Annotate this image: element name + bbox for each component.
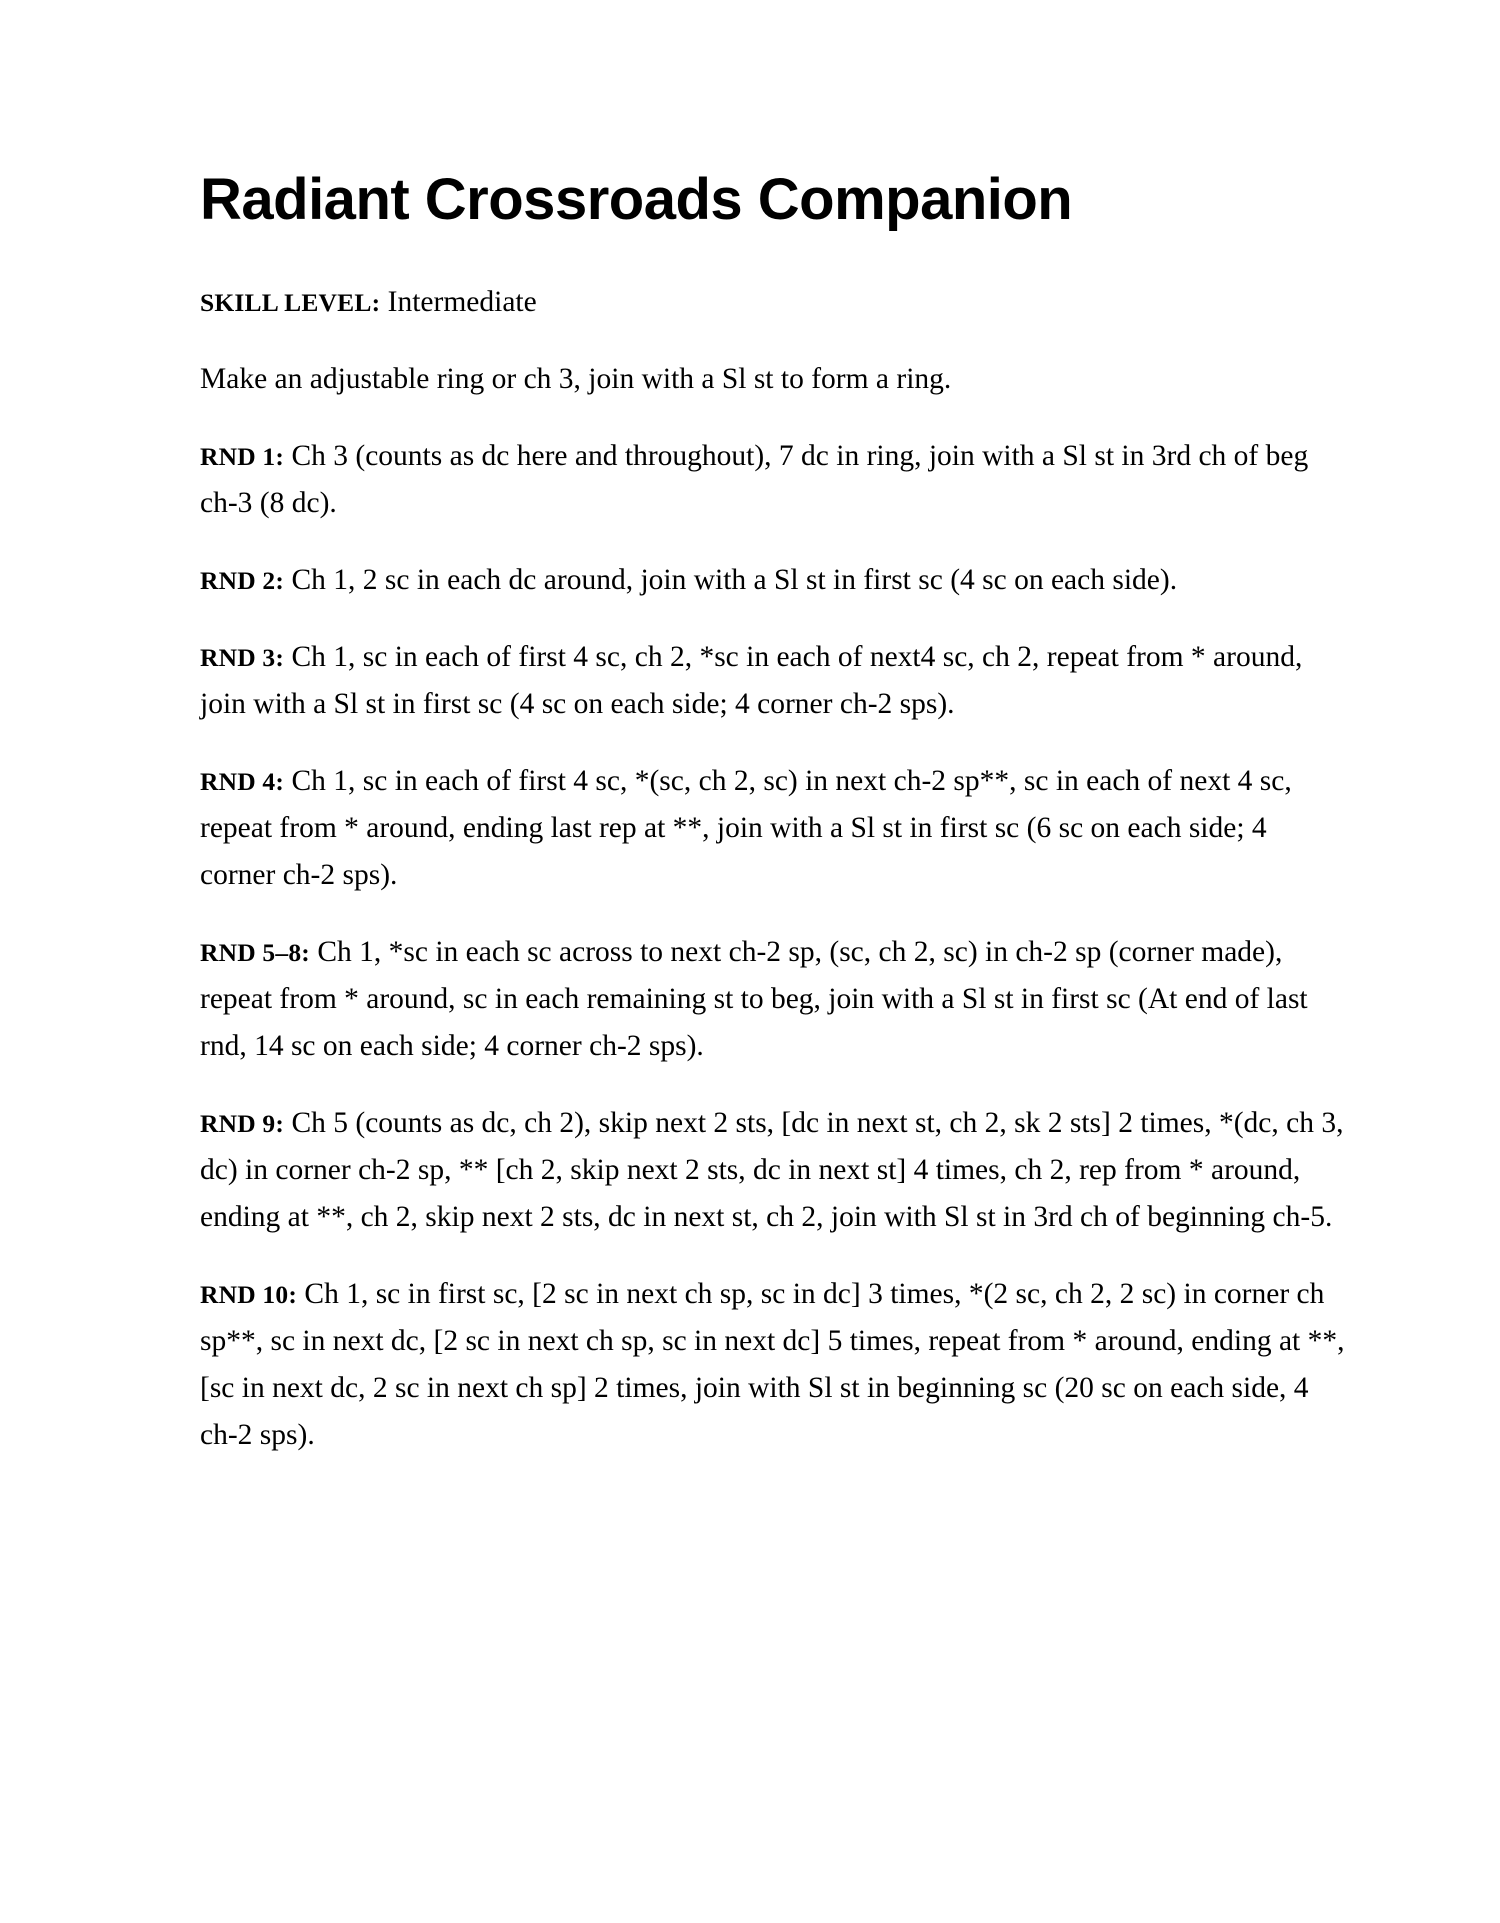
round-label: RND 4: bbox=[200, 767, 285, 796]
round-paragraph bbox=[200, 634, 1348, 728]
round-text: Ch 5 (counts as dc, ch 2), skip next 2 sts, [dc in next st, ch 2, sk 2 sts] 2 times, *(dc, ch 3, dc) in corner ch-2 sp, ** [ch 2, skip next 2 sts, dc in next st] 4 times, ch 2, rep from * around, ending at **, ch 2, skip next 2 sts, dc in next st, ch 2, join with Sl st in 3rd ch of beginning ch-5. bbox=[200, 1107, 1344, 1233]
intro-paragraph: Make an adjustable ring or ch 3, join with a Sl st to form a ring. bbox=[200, 363, 952, 395]
page-title: Radiant Crossroads Companion bbox=[200, 167, 1073, 232]
round-text: Ch 1, 2 sc in each dc around, join with a Sl st in first sc (4 sc on each side). bbox=[291, 564, 1178, 596]
round-label: RND 1: bbox=[200, 442, 285, 471]
round-label: RND 5–8: bbox=[200, 938, 310, 967]
round-text: Ch 1, sc in each of first 4 sc, *(sc, ch 2, sc) in next ch-2 sp**, sc in each of next 4 sc, repeat from * around, ending last rep at **, join with a Sl st in first sc (6 sc on each side; 4 corner ch-2 sps). bbox=[200, 765, 1292, 891]
round-paragraph bbox=[200, 557, 1348, 604]
round-text: Ch 1, *sc in each sc across to next ch-2 sp, (sc, ch 2, sc) in ch-2 sp (corner made), repeat from * around, sc in each remaining st to beg, join with a Sl st in first sc (At end of last rnd, 14 sc on each side; 4 corner ch-2 sps). bbox=[200, 936, 1308, 1062]
round-text: Ch 1, sc in first sc, [2 sc in next ch sp, sc in dc] 3 times, *(2 sc, ch 2, 2 sc) in corner ch sp**, sc in next dc, [2 sc in next ch sp, sc in next dc] 5 times, repeat from * around, ending at **, [sc in next dc, 2 sc in next ch sp] 2 times, join with Sl st in beginning sc (20 sc on each side, 4 ch-2 sps). bbox=[200, 1278, 1345, 1451]
round-paragraph bbox=[200, 929, 1348, 1070]
skill-level-label: SKILL LEVEL: bbox=[200, 288, 381, 317]
round-label: RND 10: bbox=[200, 1280, 298, 1309]
round-paragraph bbox=[200, 1100, 1348, 1241]
round-text: Ch 3 (counts as dc here and throughout), 7 dc in ring, join with a Sl st in 3rd ch of beg ch-3 (8 dc). bbox=[200, 440, 1309, 519]
round-label: RND 2: bbox=[200, 566, 285, 595]
round-label: RND 3: bbox=[200, 643, 285, 672]
round-paragraph bbox=[200, 758, 1348, 899]
round-paragraph bbox=[200, 433, 1348, 527]
skill-level-paragraph bbox=[200, 279, 1348, 326]
skill-level-value: Intermediate bbox=[387, 286, 537, 318]
round-text: Ch 1, sc in each of first 4 sc, ch 2, *sc in each of next4 sc, ch 2, repeat from * around, join with a Sl st in first sc (4 sc on each side; 4 corner ch-2 sps). bbox=[200, 641, 1303, 720]
round-paragraph bbox=[200, 1271, 1348, 1459]
round-label: RND 9: bbox=[200, 1109, 285, 1138]
